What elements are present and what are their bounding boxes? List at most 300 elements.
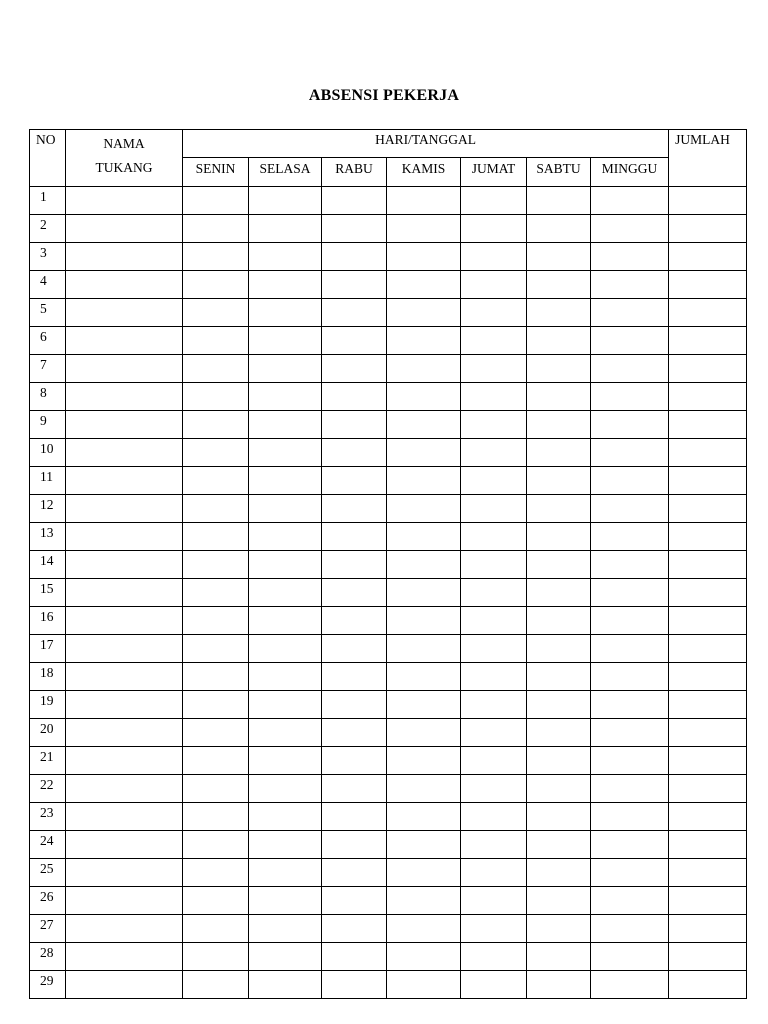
- nama-cell: [66, 607, 183, 635]
- sabtu-cell: [527, 943, 591, 971]
- jumat-cell: [461, 327, 527, 355]
- sabtu-cell: [527, 243, 591, 271]
- table-row: [30, 663, 747, 691]
- rabu-cell: [322, 635, 387, 663]
- nama-cell: [66, 943, 183, 971]
- senin-cell: [183, 299, 249, 327]
- table-row: [30, 299, 747, 327]
- jumat-cell: [461, 187, 527, 215]
- sabtu-cell: [527, 607, 591, 635]
- minggu-cell: [591, 663, 669, 691]
- table-row: [30, 691, 747, 719]
- selasa-cell: [249, 271, 322, 299]
- jumlah-cell: [669, 691, 747, 719]
- nama-cell: [66, 803, 183, 831]
- row-number: 28: [30, 943, 66, 971]
- sabtu-cell: [527, 691, 591, 719]
- senin-cell: [183, 467, 249, 495]
- table-row: [30, 775, 747, 803]
- rabu-cell: [322, 383, 387, 411]
- nama-cell: [66, 635, 183, 663]
- sabtu-cell: [527, 915, 591, 943]
- jumlah-cell: [669, 355, 747, 383]
- table-row: [30, 327, 747, 355]
- document-title: ABSENSI PEKERJA: [308, 87, 460, 104]
- minggu-cell: [591, 439, 669, 467]
- sabtu-cell: [527, 327, 591, 355]
- senin-cell: [183, 495, 249, 523]
- selasa-cell: [249, 747, 322, 775]
- table-row: [30, 523, 747, 551]
- nama-cell: [66, 663, 183, 691]
- minggu-cell: [591, 747, 669, 775]
- row-number: 29: [30, 971, 66, 999]
- selasa-cell: [249, 243, 322, 271]
- rabu-cell: [322, 187, 387, 215]
- rabu-cell: [322, 663, 387, 691]
- jumlah-cell: [669, 719, 747, 747]
- kamis-cell: [387, 243, 461, 271]
- minggu-cell: [591, 299, 669, 327]
- selasa-cell: [249, 411, 322, 439]
- nama-cell: [66, 523, 183, 551]
- rabu-cell: [322, 243, 387, 271]
- sabtu-cell: [527, 551, 591, 579]
- selasa-cell: [249, 915, 322, 943]
- rabu-cell: [322, 859, 387, 887]
- jumlah-cell: [669, 243, 747, 271]
- senin-cell: [183, 243, 249, 271]
- selasa-cell: [249, 215, 322, 243]
- jumlah-cell: [669, 187, 747, 215]
- jumlah-cell: [669, 859, 747, 887]
- jumat-cell: [461, 411, 527, 439]
- kamis-cell: [387, 579, 461, 607]
- kamis-cell: [387, 383, 461, 411]
- selasa-cell: [249, 383, 322, 411]
- jumlah-cell: [669, 607, 747, 635]
- row-number: 11: [30, 467, 66, 495]
- jumat-cell: [461, 383, 527, 411]
- rabu-cell: [322, 551, 387, 579]
- minggu-cell: [591, 943, 669, 971]
- nama-cell: [66, 299, 183, 327]
- row-number: 9: [30, 411, 66, 439]
- rabu-cell: [322, 915, 387, 943]
- jumlah-cell: [669, 943, 747, 971]
- nama-cell: [66, 859, 183, 887]
- row-number: 21: [30, 747, 66, 775]
- nama-cell: [66, 355, 183, 383]
- row-number: 20: [30, 719, 66, 747]
- minggu-cell: [591, 327, 669, 355]
- nama-cell: [66, 831, 183, 859]
- sabtu-cell: [527, 831, 591, 859]
- selasa-cell: [249, 831, 322, 859]
- row-number: 24: [30, 831, 66, 859]
- kamis-cell: [387, 831, 461, 859]
- selasa-cell: [249, 355, 322, 383]
- jumlah-cell: [669, 215, 747, 243]
- rabu-cell: [322, 215, 387, 243]
- selasa-cell: [249, 607, 322, 635]
- selasa-cell: [249, 859, 322, 887]
- row-number: 13: [30, 523, 66, 551]
- sabtu-cell: [527, 635, 591, 663]
- jumat-cell: [461, 691, 527, 719]
- senin-cell: [183, 523, 249, 551]
- jumat-cell: [461, 271, 527, 299]
- sabtu-cell: [527, 439, 591, 467]
- senin-cell: [183, 635, 249, 663]
- nama-cell: [66, 495, 183, 523]
- header-day-rabu: RABU: [322, 158, 387, 187]
- table-row: [30, 383, 747, 411]
- row-number: 17: [30, 635, 66, 663]
- nama-cell: [66, 971, 183, 999]
- minggu-cell: [591, 355, 669, 383]
- nama-cell: [66, 383, 183, 411]
- kamis-cell: [387, 635, 461, 663]
- rabu-cell: [322, 299, 387, 327]
- nama-cell: [66, 187, 183, 215]
- sabtu-cell: [527, 663, 591, 691]
- kamis-cell: [387, 327, 461, 355]
- minggu-cell: [591, 579, 669, 607]
- jumlah-cell: [669, 747, 747, 775]
- row-number: 15: [30, 579, 66, 607]
- rabu-cell: [322, 719, 387, 747]
- header-nama-line2: TUKANG: [95, 160, 153, 175]
- kamis-cell: [387, 467, 461, 495]
- kamis-cell: [387, 271, 461, 299]
- row-number: 7: [30, 355, 66, 383]
- nama-cell: [66, 915, 183, 943]
- minggu-cell: [591, 831, 669, 859]
- minggu-cell: [591, 775, 669, 803]
- jumat-cell: [461, 635, 527, 663]
- header-day-jumat: JUMAT: [461, 158, 527, 187]
- jumat-cell: [461, 663, 527, 691]
- sabtu-cell: [527, 887, 591, 915]
- jumlah-cell: [669, 439, 747, 467]
- jumat-cell: [461, 971, 527, 999]
- selasa-cell: [249, 187, 322, 215]
- rabu-cell: [322, 803, 387, 831]
- senin-cell: [183, 551, 249, 579]
- nama-cell: [66, 551, 183, 579]
- table-row: [30, 747, 747, 775]
- nama-cell: [66, 579, 183, 607]
- senin-cell: [183, 579, 249, 607]
- jumat-cell: [461, 243, 527, 271]
- minggu-cell: [591, 271, 669, 299]
- jumlah-cell: [669, 635, 747, 663]
- rabu-cell: [322, 271, 387, 299]
- jumat-cell: [461, 747, 527, 775]
- kamis-cell: [387, 187, 461, 215]
- jumlah-cell: [669, 467, 747, 495]
- header-day-selasa: SELASA: [249, 158, 322, 187]
- rabu-cell: [322, 327, 387, 355]
- senin-cell: [183, 607, 249, 635]
- jumat-cell: [461, 523, 527, 551]
- rabu-cell: [322, 355, 387, 383]
- jumlah-cell: [669, 523, 747, 551]
- selasa-cell: [249, 803, 322, 831]
- sabtu-cell: [527, 747, 591, 775]
- table-row: [30, 439, 747, 467]
- row-number: 27: [30, 915, 66, 943]
- header-day-kamis: KAMIS: [387, 158, 461, 187]
- table-body: [30, 187, 747, 999]
- jumat-cell: [461, 579, 527, 607]
- minggu-cell: [591, 495, 669, 523]
- sabtu-cell: [527, 775, 591, 803]
- rabu-cell: [322, 439, 387, 467]
- rabu-cell: [322, 579, 387, 607]
- senin-cell: [183, 775, 249, 803]
- rabu-cell: [322, 943, 387, 971]
- kamis-cell: [387, 663, 461, 691]
- minggu-cell: [591, 607, 669, 635]
- rabu-cell: [322, 887, 387, 915]
- senin-cell: [183, 747, 249, 775]
- selasa-cell: [249, 971, 322, 999]
- minggu-cell: [591, 859, 669, 887]
- nama-cell: [66, 691, 183, 719]
- sabtu-cell: [527, 579, 591, 607]
- selasa-cell: [249, 663, 322, 691]
- row-number: 14: [30, 551, 66, 579]
- header-day-senin: SENIN: [183, 158, 249, 187]
- selasa-cell: [249, 439, 322, 467]
- minggu-cell: [591, 523, 669, 551]
- jumlah-cell: [669, 915, 747, 943]
- rabu-cell: [322, 831, 387, 859]
- senin-cell: [183, 187, 249, 215]
- rabu-cell: [322, 411, 387, 439]
- sabtu-cell: [527, 859, 591, 887]
- row-number: 12: [30, 495, 66, 523]
- minggu-cell: [591, 719, 669, 747]
- selasa-cell: [249, 523, 322, 551]
- selasa-cell: [249, 579, 322, 607]
- table-row: [30, 215, 747, 243]
- kamis-cell: [387, 775, 461, 803]
- header-row-1: [30, 130, 747, 158]
- kamis-cell: [387, 523, 461, 551]
- row-number: 18: [30, 663, 66, 691]
- selasa-cell: [249, 943, 322, 971]
- minggu-cell: [591, 215, 669, 243]
- jumat-cell: [461, 887, 527, 915]
- nama-cell: [66, 215, 183, 243]
- row-number: 22: [30, 775, 66, 803]
- jumat-cell: [461, 607, 527, 635]
- senin-cell: [183, 355, 249, 383]
- selasa-cell: [249, 467, 322, 495]
- rabu-cell: [322, 467, 387, 495]
- header-day-sabtu: SABTU: [527, 158, 591, 187]
- row-number: 8: [30, 383, 66, 411]
- kamis-cell: [387, 747, 461, 775]
- nama-cell: [66, 327, 183, 355]
- minggu-cell: [591, 411, 669, 439]
- kamis-cell: [387, 859, 461, 887]
- senin-cell: [183, 887, 249, 915]
- jumat-cell: [461, 831, 527, 859]
- senin-cell: [183, 831, 249, 859]
- sabtu-cell: [527, 411, 591, 439]
- sabtu-cell: [527, 187, 591, 215]
- rabu-cell: [322, 691, 387, 719]
- selasa-cell: [249, 327, 322, 355]
- rabu-cell: [322, 607, 387, 635]
- minggu-cell: [591, 383, 669, 411]
- senin-cell: [183, 859, 249, 887]
- jumlah-cell: [669, 579, 747, 607]
- nama-cell: [66, 271, 183, 299]
- kamis-cell: [387, 355, 461, 383]
- kamis-cell: [387, 803, 461, 831]
- minggu-cell: [591, 887, 669, 915]
- jumlah-cell: [669, 299, 747, 327]
- kamis-cell: [387, 691, 461, 719]
- minggu-cell: [591, 467, 669, 495]
- sabtu-cell: [527, 495, 591, 523]
- table-row: [30, 803, 747, 831]
- row-number: 25: [30, 859, 66, 887]
- kamis-cell: [387, 495, 461, 523]
- senin-cell: [183, 411, 249, 439]
- minggu-cell: [591, 551, 669, 579]
- minggu-cell: [591, 635, 669, 663]
- row-number: 26: [30, 887, 66, 915]
- sabtu-cell: [527, 215, 591, 243]
- row-number: 1: [30, 187, 66, 215]
- jumat-cell: [461, 719, 527, 747]
- jumlah-cell: [669, 271, 747, 299]
- selasa-cell: [249, 887, 322, 915]
- selasa-cell: [249, 775, 322, 803]
- table-row: [30, 187, 747, 215]
- minggu-cell: [591, 803, 669, 831]
- jumat-cell: [461, 299, 527, 327]
- rabu-cell: [322, 523, 387, 551]
- table-row: [30, 859, 747, 887]
- jumlah-cell: [669, 831, 747, 859]
- kamis-cell: [387, 915, 461, 943]
- table-row: [30, 831, 747, 859]
- row-number: 5: [30, 299, 66, 327]
- table-row: [30, 607, 747, 635]
- sabtu-cell: [527, 355, 591, 383]
- table-row: [30, 467, 747, 495]
- table-row: [30, 271, 747, 299]
- kamis-cell: [387, 215, 461, 243]
- minggu-cell: [591, 243, 669, 271]
- nama-cell: [66, 719, 183, 747]
- nama-cell: [66, 411, 183, 439]
- kamis-cell: [387, 971, 461, 999]
- kamis-cell: [387, 887, 461, 915]
- row-number: 19: [30, 691, 66, 719]
- table-row: [30, 915, 747, 943]
- jumat-cell: [461, 467, 527, 495]
- kamis-cell: [387, 411, 461, 439]
- jumlah-cell: [669, 327, 747, 355]
- table-row: [30, 887, 747, 915]
- jumlah-cell: [669, 803, 747, 831]
- table-row: [30, 635, 747, 663]
- senin-cell: [183, 327, 249, 355]
- header-no: NO: [30, 130, 66, 187]
- rabu-cell: [322, 495, 387, 523]
- jumat-cell: [461, 775, 527, 803]
- row-number: 23: [30, 803, 66, 831]
- minggu-cell: [591, 915, 669, 943]
- rabu-cell: [322, 775, 387, 803]
- selasa-cell: [249, 719, 322, 747]
- jumlah-cell: [669, 775, 747, 803]
- jumlah-cell: [669, 383, 747, 411]
- senin-cell: [183, 691, 249, 719]
- nama-cell: [66, 467, 183, 495]
- sabtu-cell: [527, 383, 591, 411]
- attendance-table: [29, 129, 747, 999]
- nama-cell: [66, 747, 183, 775]
- table-row: [30, 971, 747, 999]
- kamis-cell: [387, 943, 461, 971]
- header-nama-tukang: [66, 130, 183, 187]
- jumlah-cell: [669, 495, 747, 523]
- senin-cell: [183, 439, 249, 467]
- jumlah-cell: [669, 411, 747, 439]
- row-number: 2: [30, 215, 66, 243]
- sabtu-cell: [527, 719, 591, 747]
- table-row: [30, 551, 747, 579]
- nama-cell: [66, 887, 183, 915]
- selasa-cell: [249, 299, 322, 327]
- senin-cell: [183, 271, 249, 299]
- rabu-cell: [322, 971, 387, 999]
- row-number: 16: [30, 607, 66, 635]
- jumat-cell: [461, 915, 527, 943]
- jumat-cell: [461, 551, 527, 579]
- senin-cell: [183, 215, 249, 243]
- sabtu-cell: [527, 467, 591, 495]
- header-nama-line1: NAMA: [103, 136, 145, 151]
- jumlah-cell: [669, 551, 747, 579]
- jumat-cell: [461, 859, 527, 887]
- minggu-cell: [591, 691, 669, 719]
- kamis-cell: [387, 439, 461, 467]
- selasa-cell: [249, 635, 322, 663]
- senin-cell: [183, 663, 249, 691]
- jumlah-cell: [669, 971, 747, 999]
- senin-cell: [183, 719, 249, 747]
- table-row: [30, 719, 747, 747]
- nama-cell: [66, 439, 183, 467]
- sabtu-cell: [527, 299, 591, 327]
- senin-cell: [183, 803, 249, 831]
- selasa-cell: [249, 691, 322, 719]
- table-row: [30, 243, 747, 271]
- selasa-cell: [249, 495, 322, 523]
- senin-cell: [183, 915, 249, 943]
- jumat-cell: [461, 943, 527, 971]
